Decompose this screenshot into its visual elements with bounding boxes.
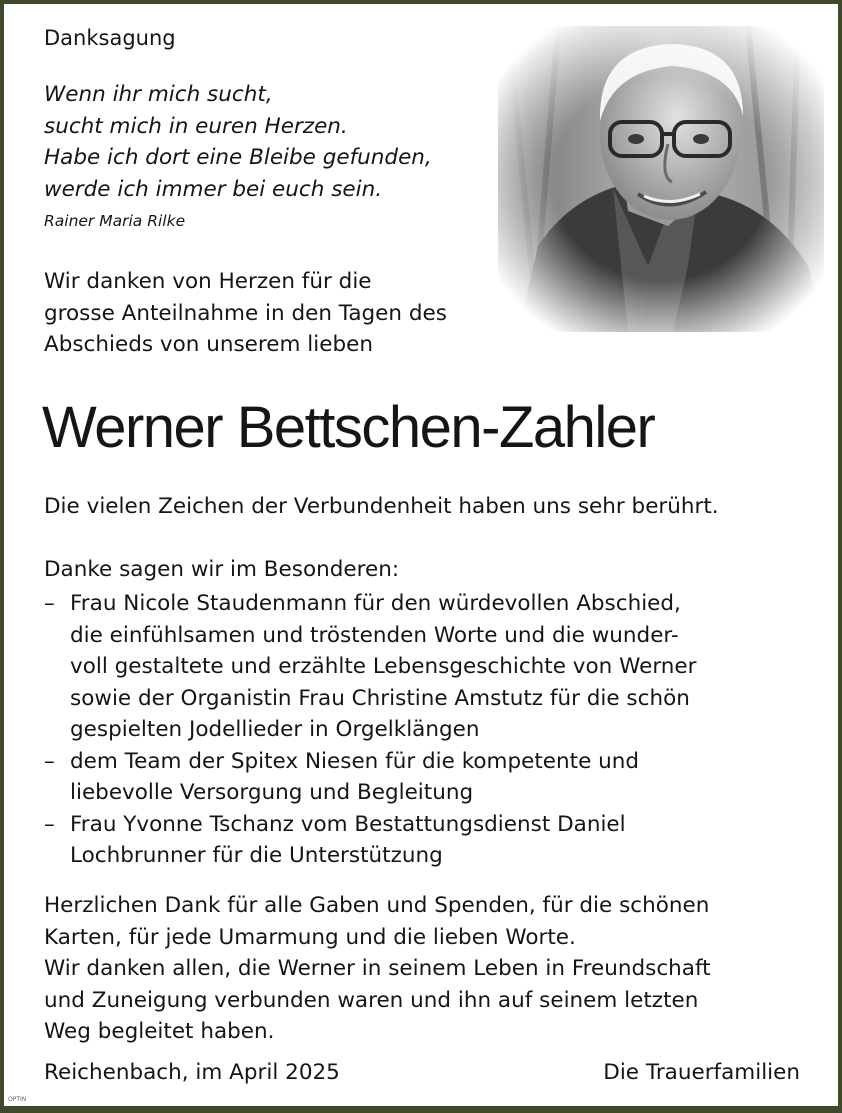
list-item-line: gespielten Jodellieder in Orgelklängen: [70, 717, 480, 742]
list-item-line: voll gestaltete und erzählte Lebensgeschichte von Werner: [70, 654, 697, 679]
deceased-name: Werner Bettschen-Zahler: [42, 395, 655, 460]
dash-bullet: –: [44, 811, 55, 837]
list-item: [44, 746, 697, 809]
closing-line: Karten, für jede Umarmung und die lieben Worte.: [44, 924, 576, 950]
closing-text: [44, 890, 711, 1048]
list-item-line: Lochbrunner für die Unterstützung: [70, 843, 443, 868]
poem-line: Wenn ihr mich sucht,: [44, 82, 273, 107]
poem-line: werde ich immer bei euch sein.: [44, 176, 383, 202]
list-item-line: Frau Nicole Staudenmann für den würdevollen Abschied,: [70, 591, 681, 616]
thanks-intro-line: Wir danken von Herzen für die: [44, 269, 372, 294]
obituary-card: [4, 4, 838, 1106]
poem: [44, 79, 432, 205]
closing-line: Wir danken allen, die Werner in seinem Leben in Freundschaft: [44, 956, 711, 981]
print-code: OPTIN: [8, 1096, 27, 1103]
poem-line: sucht mich in euren Herzen.: [44, 113, 348, 139]
touched-text: Die vielen Zeichen der Verbundenheit haben uns sehr berührt.: [44, 494, 719, 519]
dash-bullet: –: [44, 591, 55, 616]
list-item-line: liebevolle Versorgung und Begleitung: [70, 780, 474, 805]
list-item-line: dem Team der Spitex Niesen für die kompetente und: [70, 748, 640, 774]
signature: Die Trauerfamilien: [603, 1060, 800, 1085]
thanks-intro-line: grosse Anteilnahme in den Tagen des: [44, 300, 447, 326]
special-thanks-list: [44, 588, 697, 872]
thanks-intro-line: Abschieds von unserem lieben: [44, 332, 373, 357]
closing-line: Weg begleitet haben.: [44, 1019, 275, 1044]
closing-line: Herzlichen Dank für alle Gaben und Spenden, für die schönen: [44, 893, 710, 918]
notice-heading: Danksagung: [44, 26, 176, 50]
place-date: Reichenbach, im April 2025: [44, 1060, 340, 1085]
poem-line: Habe ich dort eine Bleibe gefunden,: [44, 145, 432, 170]
poem-author: Rainer Maria Rilke: [44, 212, 186, 230]
thanks-intro: [44, 266, 447, 361]
special-thanks-intro: Danke sagen wir im Besonderen:: [44, 557, 400, 582]
portrait-illustration: [498, 26, 824, 332]
closing-line: und Zuneigung verbunden waren und ihn auf seinem letzten: [44, 987, 699, 1013]
list-item-line: Frau Yvonne Tschanz vom Bestattungsdienst Daniel: [70, 811, 626, 837]
list-item-line: die einfühlsamen und tröstenden Worte und die wunder-: [70, 622, 679, 648]
dash-bullet: –: [44, 748, 55, 774]
list-item: [44, 809, 697, 872]
list-item: [44, 588, 697, 746]
list-item-line: sowie der Organistin Frau Christine Amstutz für die schön: [70, 685, 690, 711]
portrait-photo: [498, 26, 824, 332]
